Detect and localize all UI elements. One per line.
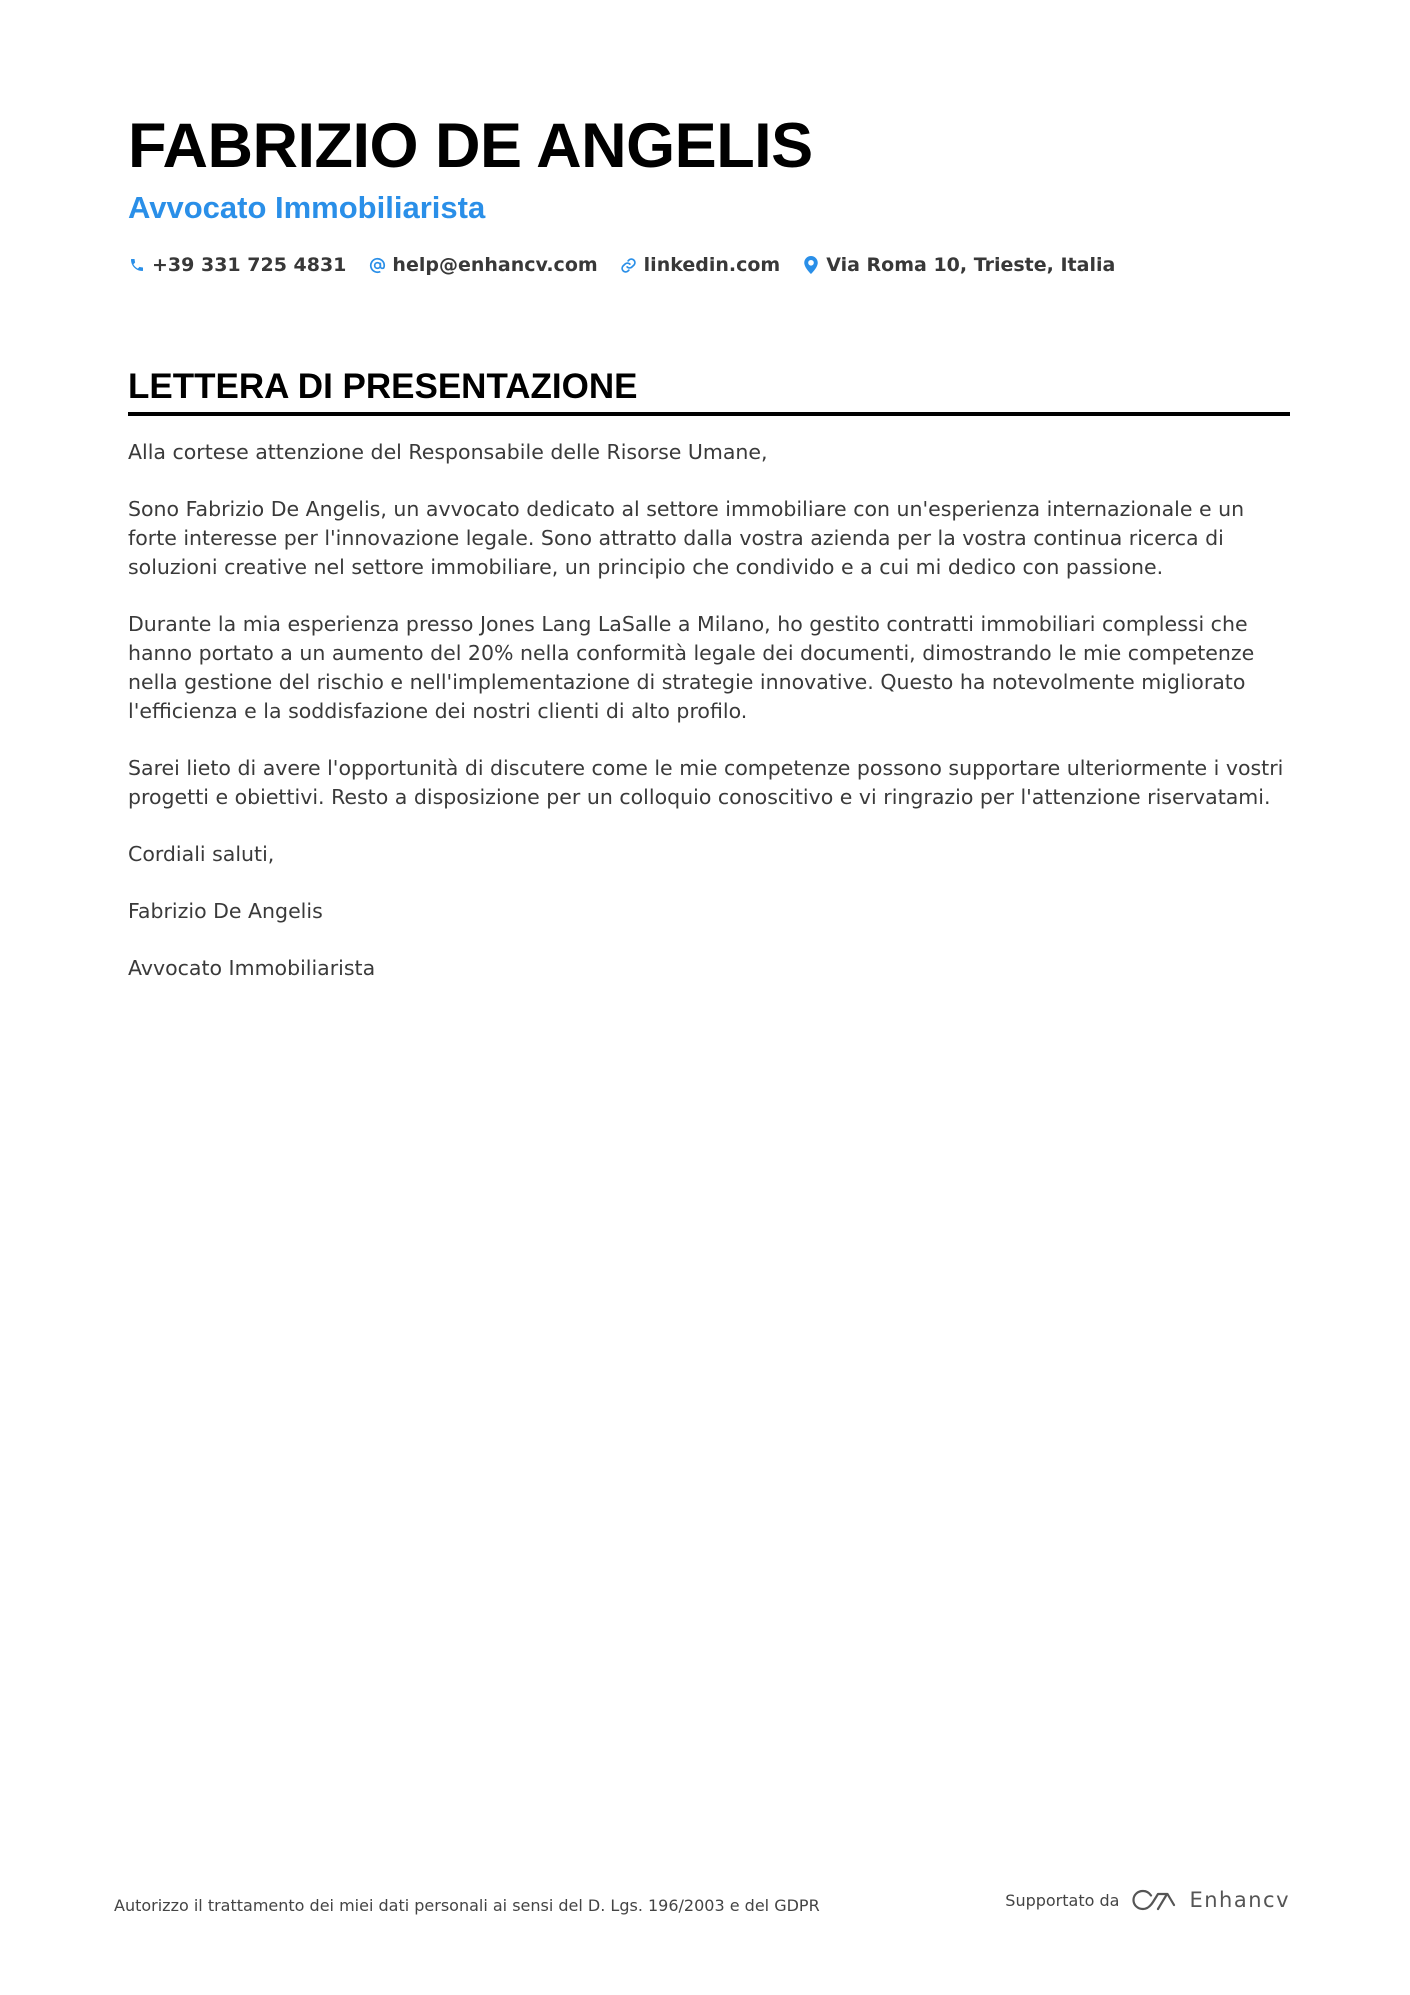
enhancv-logo-icon (1131, 1888, 1177, 1912)
phone-icon (128, 256, 146, 274)
letter-paragraph-experience: Durante la mia esperienza presso Jones Lang LaSalle a Milano, ho gestito contratti immobiliari complessi che hanno portato a un aumento del 20% nella conformità legale dei documenti, dimostrando le mie competenze nella gestione del rischio e nell'implementazione di strategie innovative. Questo ha notevolmente migliorato l'efficienza e la soddisfazione dei nostri clienti di alto profilo. (128, 612, 1255, 723)
contact-phone-text: +39 331 725 4831 (152, 254, 347, 276)
letter-paragraph-closing: Sarei lieto di avere l'opportunità di discutere come le mie competenze possono supportare ulteriormente i vostri progetti e obiettivi. Resto a disposizione per un colloquio conoscitivo e vi ringrazio per l'attenzione riservatami. (128, 756, 1284, 809)
powered-by[interactable] (1005, 1888, 1290, 1912)
letter-paragraph-intro: Sono Fabrizio De Angelis, un avvocato dedicato al settore immobiliare con un'esperienza internazionale e un forte interesse per l'innovazione legale. Sono attratto dalla vostra azienda per la vostra continua ricerca di soluzioni creative nel settore immobiliare, un principio che condivido e a cui mi dedico con passione. (128, 497, 1245, 579)
at-icon (368, 256, 386, 274)
brand-name: Enhancv (1189, 1888, 1290, 1912)
applicant-role: Avvocato Immobiliarista (128, 190, 486, 225)
page-footer (114, 1888, 1290, 1928)
sign-off: Cordiali saluti, (128, 842, 275, 866)
privacy-consent-text: Autorizzo il trattamento dei miei dati personali ai sensi del D. Lgs. 196/2003 e del GDPR (114, 1896, 820, 1915)
contact-email-text: help@enhancv.com (392, 254, 598, 276)
link-icon (620, 256, 638, 274)
section-title: LETTERA DI PRESENTAZIONE (128, 364, 1290, 416)
contact-address (802, 254, 1115, 276)
cover-letter-section (128, 364, 1290, 1011)
letter-body (128, 438, 1290, 983)
contact-linkedin[interactable] (620, 254, 781, 276)
powered-by-label: Supportato da (1005, 1890, 1120, 1910)
applicant-name: FABRIZIO DE ANGELIS (128, 111, 813, 181)
salutation: Alla cortese attenzione del Responsabile delle Risorse Umane, (128, 440, 768, 464)
signature-role: Avvocato Immobiliarista (128, 956, 376, 980)
location-pin-icon (802, 256, 820, 274)
contact-email[interactable] (368, 254, 597, 276)
contact-linkedin-text: linkedin.com (643, 254, 781, 276)
contact-address-text: Via Roma 10, Trieste, Italia (826, 254, 1116, 276)
signature-name: Fabrizio De Angelis (128, 899, 323, 923)
letter-header (128, 108, 1290, 276)
contact-bar (128, 254, 1290, 276)
contact-phone[interactable] (128, 254, 346, 276)
